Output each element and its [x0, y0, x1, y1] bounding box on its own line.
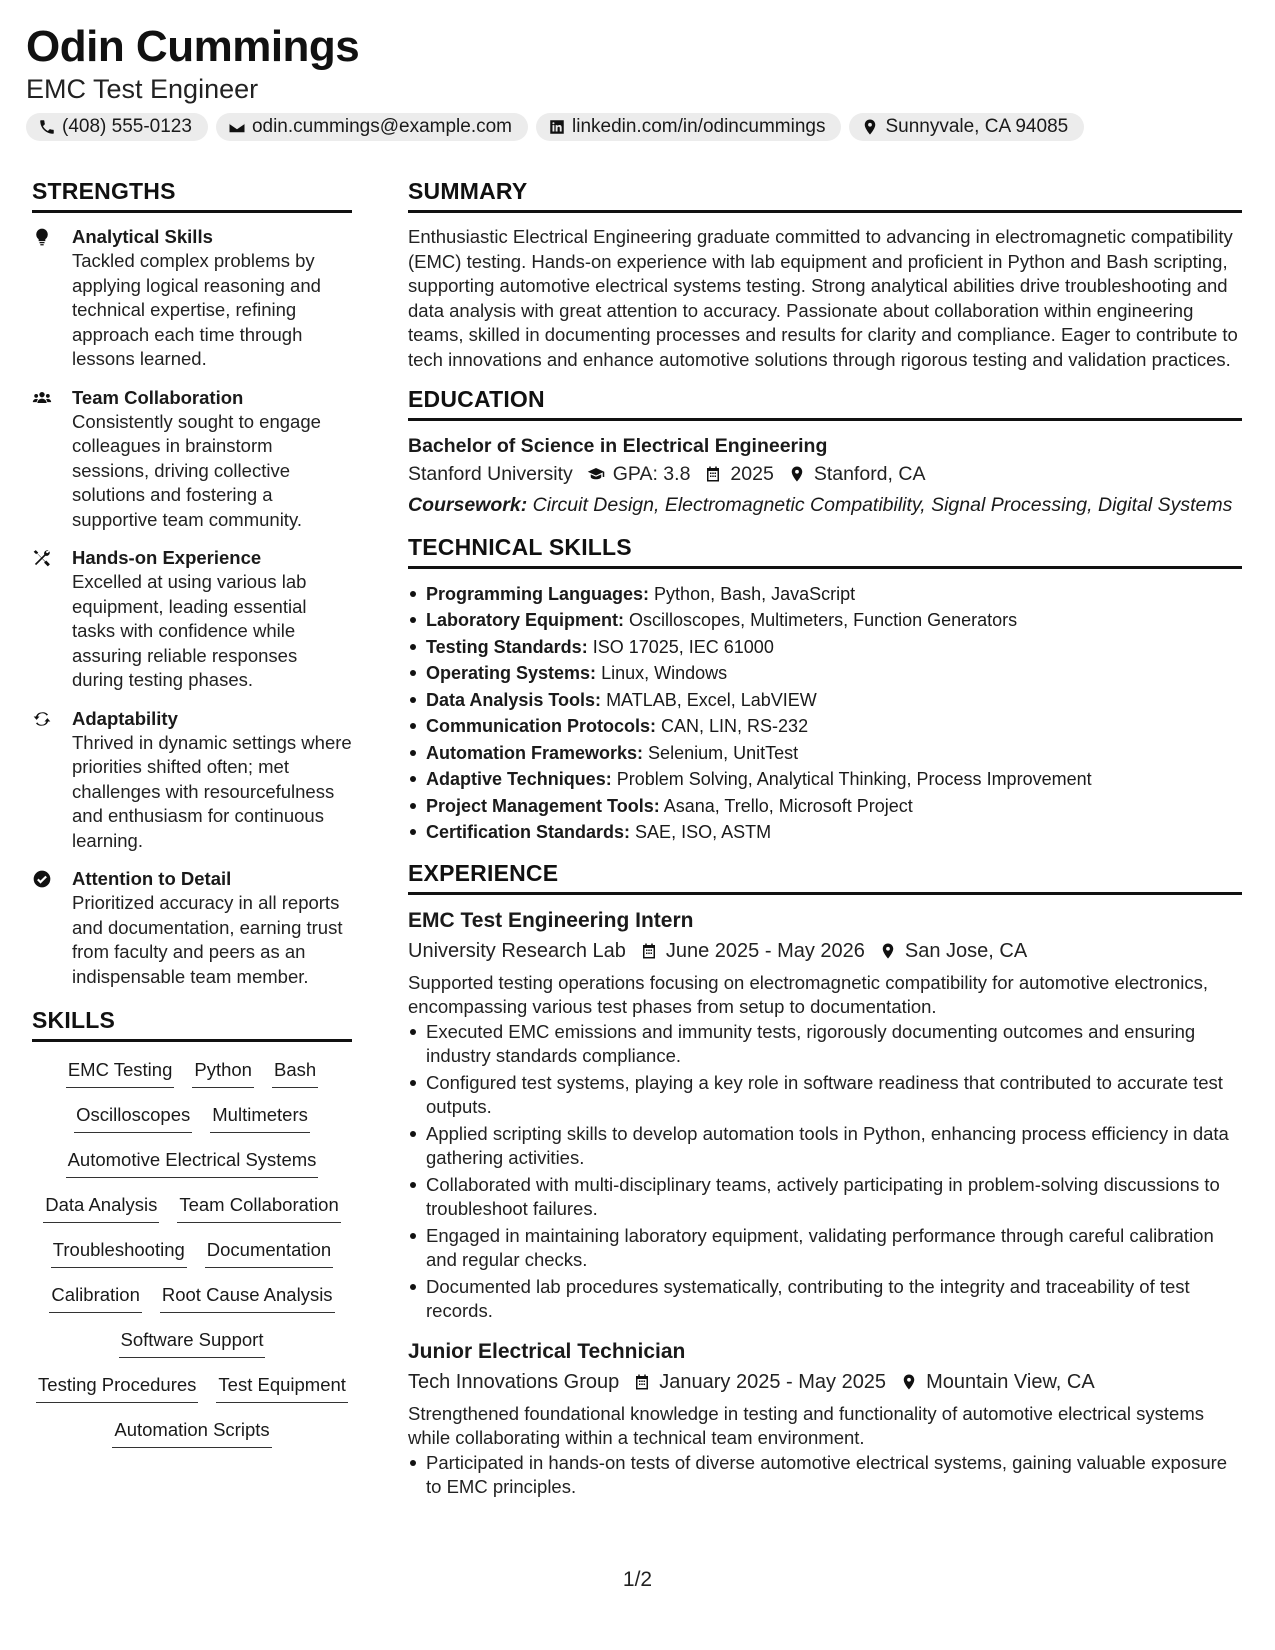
- list-item: Documented lab procedures systematically, contributing to the integrity and traceability of test records.: [408, 1275, 1242, 1324]
- school-name: Stanford University: [408, 463, 573, 485]
- strength-item: [32, 707, 352, 854]
- list-item: [408, 793, 1242, 820]
- list-item: [408, 819, 1242, 846]
- strength-description: Excelled at using various lab equipment, leading essential tasks with confidence while assuring reliable responses during testing phases.: [72, 571, 307, 690]
- list-item: [408, 581, 1242, 608]
- job-title: EMC Test Engineer: [26, 74, 259, 104]
- refresh-icon: [32, 709, 52, 729]
- contact-email[interactable]: [216, 113, 528, 141]
- skill-tag: EMC Testing: [66, 1058, 175, 1088]
- list-item: [408, 740, 1242, 767]
- contact-location[interactable]: [849, 113, 1084, 141]
- education-meta: [408, 459, 1242, 489]
- skill-tag: Automation Scripts: [112, 1418, 271, 1448]
- technical-skills-list: [408, 581, 1242, 846]
- skill-tag: Troubleshooting: [51, 1238, 187, 1268]
- skill-category: Certification Standards:: [426, 822, 631, 842]
- job-description: Strengthened foundational knowledge in testing and functionality of automotive electrical systems while collaborating within a technical team environment.: [408, 1402, 1204, 1448]
- map-pin-icon: [788, 465, 806, 483]
- list-item: Collaborated with multi-disciplinary teams, actively participating in problem-solving discussions to troubleshoot failures.: [408, 1173, 1242, 1222]
- company-name: Tech Innovations Group: [408, 1370, 620, 1393]
- list-item: Engaged in maintaining laboratory equipment, validating performance through careful calibration and regular checks.: [408, 1224, 1242, 1273]
- skill-values: Selenium, UnitTest: [648, 742, 799, 763]
- list-item: Executed EMC emissions and immunity tests, rigorously documenting outcomes and ensuring industry standards compliance.: [408, 1020, 1242, 1069]
- summary-text: Enthusiastic Electrical Engineering graduate committed to advancing in electromagnetic compatibility (EMC) testing. Hands-on experience with lab equipment and proficient in Python and Bash scripting, supporting automotive electrical systems testing. Strong analytical abilities drive troubleshooting and data analysis with great attention to accuracy. Passionate about collaboration within engineering teams, skilled in documenting processes and results for clarity and compliance. Eager to contribute to tech innovations and enhance automotive solutions through rigorous testing and validation practices.: [408, 226, 1238, 370]
- skill-values: MATLAB, Excel, LabVIEW: [606, 689, 817, 710]
- skill-values: SAE, ISO, ASTM: [635, 822, 772, 842]
- coursework: [408, 493, 1242, 518]
- strength-description: Thrived in dynamic settings where priorities shifted often; met challenges with resourcefulness and enthusiasm for continuous learning.: [72, 731, 352, 851]
- skill-category: Programming Languages:: [426, 583, 650, 604]
- strength-title: Hands-on Experience: [72, 547, 262, 568]
- degree-title: Bachelor of Science in Electrical Engineering: [408, 435, 828, 457]
- strength-description: Tackled complex problems by applying logical reasoning and technical expertise, refining approach each time through lessons learned.: [72, 250, 321, 369]
- graduation-year: 2025: [730, 463, 774, 485]
- graduation-cap-icon: [587, 465, 605, 483]
- job-position: EMC Test Engineering Intern: [408, 908, 694, 932]
- education-location: Stanford, CA: [813, 463, 926, 485]
- list-item: [408, 660, 1242, 687]
- job-dates: June 2025 - May 2026: [665, 939, 865, 962]
- lightbulb-icon: [32, 227, 52, 247]
- contact-linkedin-text: linkedin.com/in/odincummings: [572, 116, 826, 137]
- job-bullets: [408, 1451, 1242, 1500]
- job-bullets: [408, 1020, 1242, 1324]
- map-pin-icon: [879, 942, 897, 960]
- skill-category: Automation Frameworks:: [426, 742, 644, 763]
- skill-tag: Root Cause Analysis: [160, 1283, 335, 1313]
- coursework-label: Coursework:: [408, 494, 528, 516]
- skill-category: Adaptive Techniques:: [426, 769, 612, 789]
- skill-tag: Test Equipment: [216, 1373, 348, 1403]
- skill-tag: Testing Procedures: [36, 1373, 198, 1403]
- contact-bar: [26, 113, 1084, 141]
- job-meta: [408, 1366, 1242, 1398]
- strength-item: [32, 546, 352, 693]
- map-pin-icon: [900, 1373, 918, 1391]
- skill-values: Asana, Trello, Microsoft Project: [663, 795, 913, 816]
- map-pin-icon: [861, 118, 879, 136]
- summary-heading: SUMMARY: [408, 178, 1242, 213]
- coursework-list: Circuit Design, Electromagnetic Compatibility, Signal Processing, Digital Systems: [532, 494, 1233, 516]
- list-item: [408, 687, 1242, 714]
- left-column: [32, 178, 352, 1448]
- skill-tag: Automotive Electrical Systems: [66, 1148, 319, 1178]
- strength-description: Prioritized accuracy in all reports and documentation, earning trust from faculty and peers as an indispensable team member.: [72, 892, 343, 987]
- gpa: GPA: 3.8: [612, 463, 691, 485]
- list-item: Applied scripting skills to develop automation tools in Python, enhancing process efficiency in data gathering activities.: [408, 1122, 1242, 1171]
- job-entry: [408, 1338, 1242, 1500]
- right-column: [408, 178, 1242, 1514]
- skill-category: Operating Systems:: [426, 663, 597, 683]
- list-item: [408, 713, 1242, 740]
- strength-title: Adaptability: [72, 707, 178, 729]
- phone-icon: [38, 118, 56, 136]
- skill-category: Project Management Tools:: [426, 795, 660, 816]
- contact-email-text: odin.cummings@example.com: [251, 116, 512, 137]
- calendar-icon: [704, 465, 722, 483]
- strength-item: [32, 386, 352, 533]
- job-entry: [408, 907, 1242, 1324]
- skills-list: [32, 1054, 352, 1448]
- skill-tag: Team Collaboration: [177, 1193, 340, 1223]
- skill-tag: Python: [192, 1058, 254, 1088]
- skill-tag: Data Analysis: [43, 1193, 159, 1223]
- list-item: Configured test systems, playing a key role in software readiness that contributed to accurate test outputs.: [408, 1071, 1242, 1120]
- skill-category: Testing Standards:: [426, 636, 588, 657]
- skill-values: Linux, Windows: [601, 663, 728, 683]
- strength-item: [32, 867, 352, 989]
- calendar-icon: [640, 942, 658, 960]
- envelope-icon: [228, 118, 246, 136]
- skill-values: Problem Solving, Analytical Thinking, Process Improvement: [616, 769, 1092, 789]
- skill-tag: Oscilloscopes: [74, 1103, 192, 1133]
- users-icon: [32, 388, 52, 408]
- education-heading: EDUCATION: [408, 386, 1242, 421]
- skill-values: Oscilloscopes, Multimeters, Function Generators: [629, 610, 1018, 630]
- candidate-name: Odin Cummings: [26, 22, 360, 71]
- strength-item: [32, 225, 352, 372]
- job-dates: January 2025 - May 2025: [659, 1370, 887, 1393]
- technical-skills-heading: TECHNICAL SKILLS: [408, 534, 1242, 569]
- skill-tag: Documentation: [205, 1238, 333, 1268]
- skill-values: Python, Bash, JavaScript: [654, 583, 856, 604]
- experience-heading: EXPERIENCE: [408, 860, 1242, 895]
- skill-values: ISO 17025, IEC 61000: [592, 636, 774, 657]
- skill-category: Data Analysis Tools:: [426, 689, 602, 710]
- skill-tag: Software Support: [119, 1328, 266, 1358]
- skill-tag: Bash: [272, 1058, 318, 1088]
- job-location: Mountain View, CA: [926, 1370, 1095, 1393]
- job-position: Junior Electrical Technician: [408, 1339, 686, 1363]
- list-item: [408, 607, 1242, 634]
- skills-heading: SKILLS: [32, 1007, 352, 1042]
- skill-values: CAN, LIN, RS-232: [661, 716, 809, 736]
- strength-title: Analytical Skills: [72, 226, 213, 247]
- skill-tag: Calibration: [49, 1283, 141, 1313]
- contact-linkedin[interactable]: [536, 113, 841, 141]
- strengths-heading: STRENGTHS: [32, 178, 352, 213]
- calendar-icon: [633, 1373, 651, 1391]
- skill-tag: Multimeters: [210, 1103, 310, 1133]
- job-location: San Jose, CA: [904, 939, 1028, 962]
- skill-category: Communication Protocols:: [426, 716, 657, 736]
- job-description: Supported testing operations focusing on electromagnetic compatibility for automotive electronics, encompassing various test phases from setup to documentation.: [408, 971, 1209, 1017]
- tools-icon: [32, 548, 52, 568]
- contact-location-text: Sunnyvale, CA 94085: [885, 116, 1069, 137]
- company-name: University Research Lab: [408, 939, 626, 962]
- contact-phone-text: (408) 555-0123: [62, 116, 192, 137]
- strength-title: Attention to Detail: [72, 868, 232, 889]
- contact-phone[interactable]: [26, 113, 208, 141]
- strength-title: Team Collaboration: [72, 386, 244, 408]
- linkedin-icon: [548, 118, 566, 136]
- page-number: 1/2: [622, 1568, 653, 1591]
- job-meta: [408, 935, 1242, 967]
- skill-category: Laboratory Equipment:: [426, 610, 625, 630]
- list-item: [408, 634, 1242, 661]
- strength-description: Consistently sought to engage colleagues in brainstorm sessions, driving collective solutions and fostering a supportive team community.: [72, 410, 321, 530]
- list-item: Participated in hands-on tests of diverse automotive electrical systems, gaining valuable exposure to EMC principles.: [408, 1451, 1242, 1500]
- check-circle-icon: [32, 869, 52, 889]
- list-item: [408, 766, 1242, 793]
